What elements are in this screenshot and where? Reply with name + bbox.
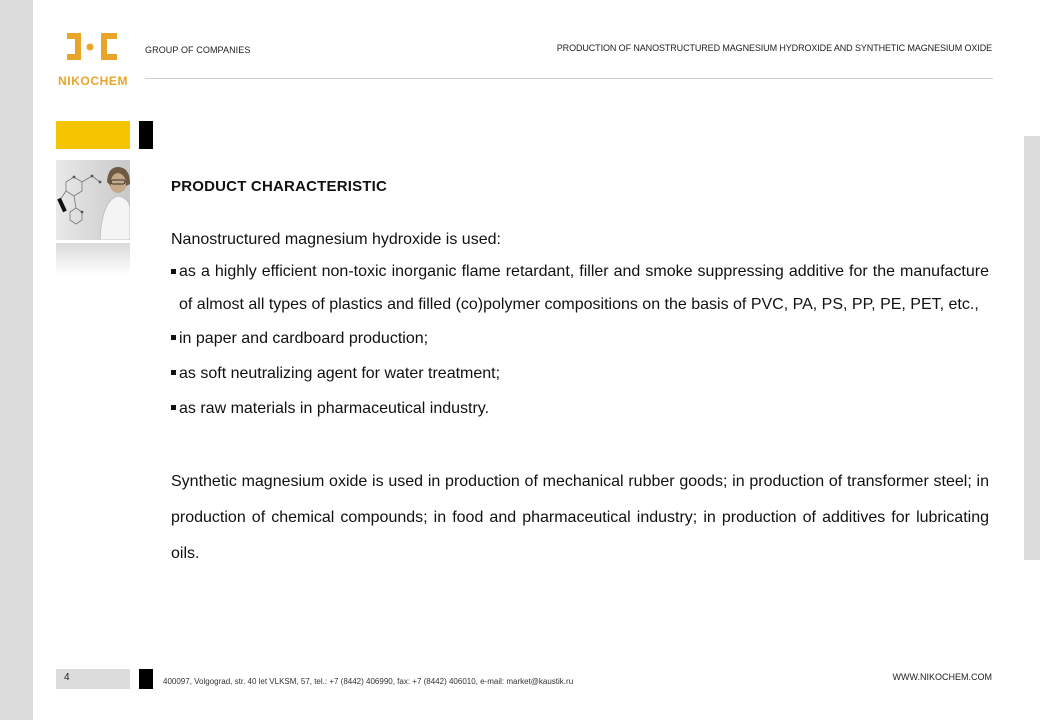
bullet-text: as a highly efficient non-toxic inorganic flame retardant, filler and smoke suppressing additive for the manufacture of almost all types of plastics and filled (co)polymer compositions on the basis of PVC, PA, PS, PP, PE, PET, etc.,: [179, 263, 989, 313]
footer-black-block: [139, 669, 153, 689]
bullet-text: as raw materials in pharmaceutical industry.: [179, 400, 490, 417]
bullet-square-icon: [171, 405, 176, 410]
molecule-illustration-icon: [56, 160, 130, 240]
footer-contact-address: 400097, Volgograd, str. 40 let VLKSM, 57, tel.: +7 (8442) 406990, fax: +7 (8442) 406010, e-mail: market@kaustik.ru: [163, 677, 574, 686]
list-item: [171, 255, 989, 321]
bullet-text: in paper and cardboard production;: [179, 330, 429, 347]
section-title: PRODUCT CHARACTERISTIC: [171, 178, 388, 195]
black-accent-block: [139, 121, 153, 149]
bullet-square-icon: [171, 335, 176, 340]
page-number: 4: [64, 672, 70, 683]
magnesium-oxide-paragraph: Synthetic magnesium oxide is used in production of mechanical rubber goods; in production of transformer steel; in production of chemical compounds; in food and pharmaceutical industry; in production of additives for lubricating oils.: [171, 473, 989, 562]
yellow-accent-block: [56, 121, 130, 149]
left-side-strip: [0, 0, 33, 720]
website-link[interactable]: WWW.NIKOCHEM.COM: [892, 672, 992, 682]
logo-mark-icon: [64, 30, 120, 66]
list-item: [171, 391, 989, 426]
right-side-strip: [1024, 136, 1040, 560]
group-of-companies-label: GROUP OF COMPANIES: [145, 45, 251, 55]
main-content: [171, 174, 989, 588]
header-title: PRODUCTION OF NANOSTRUCTURED MAGNESIUM HYDROXIDE AND SYNTHETIC MAGNESIUM OXIDE: [556, 43, 992, 53]
bullet-square-icon: [171, 269, 176, 274]
intro-text: Nanostructured magnesium hydroxide is used:: [171, 231, 501, 248]
bullet-square-icon: [171, 370, 176, 375]
logo-text: NIKOCHEM: [58, 74, 129, 88]
list-item: [171, 356, 989, 391]
usage-bullet-list: [171, 255, 989, 426]
bullet-text: as soft neutralizing agent for water treatment;: [179, 365, 501, 382]
nikochem-logo: [58, 30, 134, 90]
header-divider: [145, 78, 993, 79]
photo-reflection: [56, 243, 130, 275]
scientist-photo: [56, 160, 130, 240]
list-item: [171, 321, 989, 356]
